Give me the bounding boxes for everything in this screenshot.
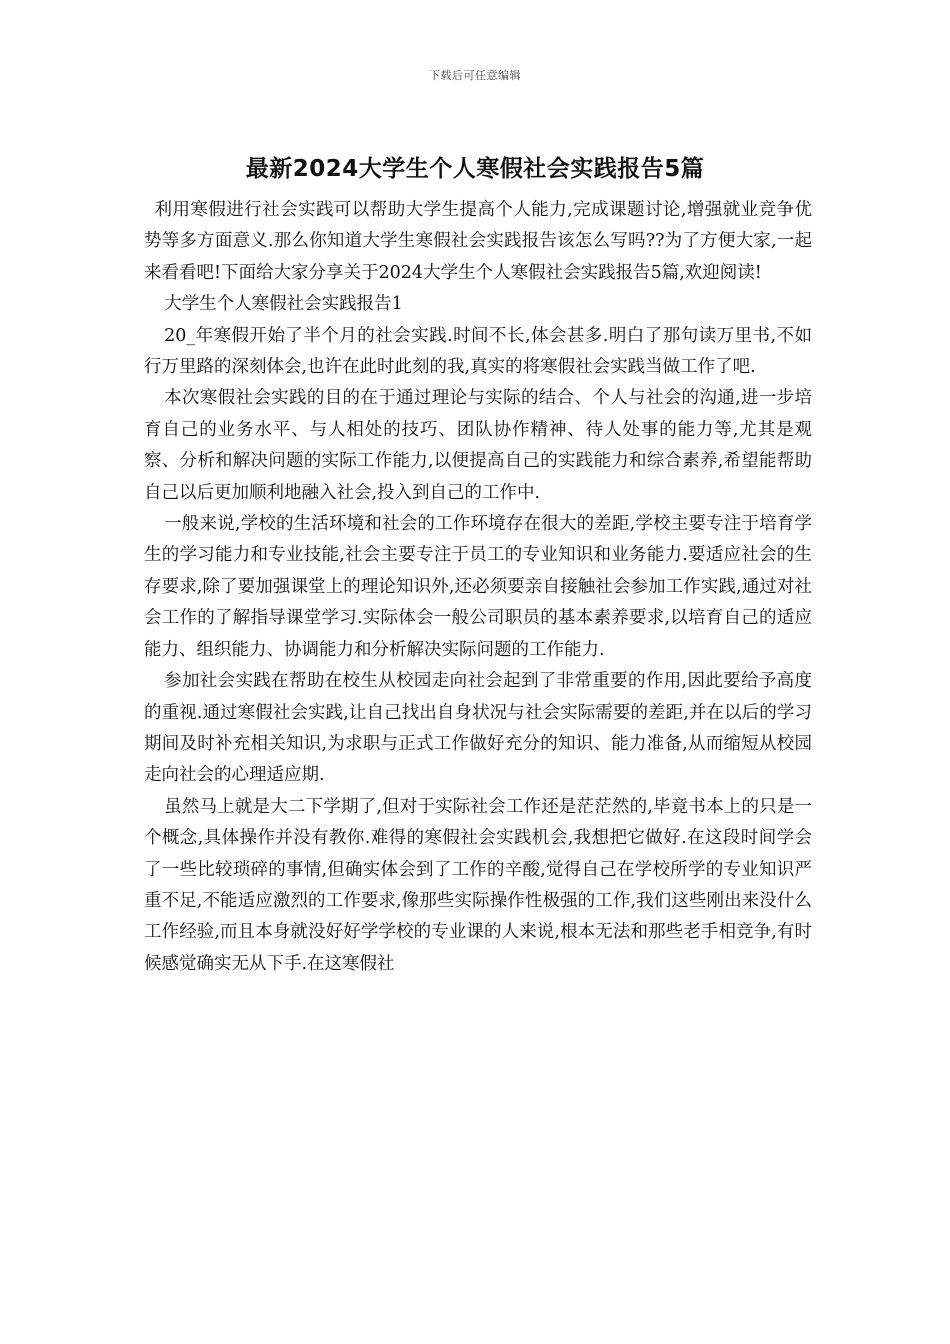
section-heading: 大学生个人寒假社会实践报告1 xyxy=(164,294,403,315)
body-paragraph: 虽然马上就是大二下学期了,但对于实际社会工作还是茫茫然的,毕竟书本上的只是一个概念,具体操作并没有教你.难得的寒假社会实践机会,我想把它做好.在这段时间学会了一些比较琐碎的事情,但确实体会到了工作的辛酸,觉得自己在学校所学的专业知识严重不足,不能适应激烈的工作要求,像那些实际操作性极强的工作,我们这些刚出来没什么工作经验,而且本身就没好好学学校的专业课的人来说,根本无法和那些老手相竞争,有时候感觉确实无从下手.在这寒假社 xyxy=(144,796,812,974)
body-paragraph: 本次寒假社会实践的目的在于通过理论与实际的结合、个人与社会的沟通,进一步培育自己的业务水平、与人相处的技巧、团队协作精神、待人处事的能力等,尤其是观察、分析和解决问题的实际工作能力,以便提高自己的实践能力和综合素养,希望能帮助自己以后更加顺利地融入社会,投入到自己的工作中. xyxy=(144,388,812,503)
document-body xyxy=(144,195,812,980)
body-paragraph: 一般来说,学校的生活环境和社会的工作环境存在很大的差距,学校主要专注于培育学生的学习能力和专业技能,社会主要专注于员工的专业知识和业务能力.要适应社会的生存要求,除了要加强课堂上的理论知识外,还必须要亲自接触社会参加工作实践,通过对社会工作的了解指导课堂学习.实际体会一般公司职员的基本素养要求,以培育自己的适应能力、组织能力、协调能力和分析解决实际问题的工作能力. xyxy=(144,514,812,660)
header-note: 下载后可任意编辑 xyxy=(429,69,521,82)
document-title: 最新2024大学生个人寒假社会实践报告5篇 xyxy=(245,156,705,182)
intro-paragraph: 利用寒假进行社会实践可以帮助大学生提高个人能力,完成课题讨论,增强就业竞争优势等多方面意义.那么你知道大学生寒假社会实践报告该怎么写吗??为了方便大家,一起来看看吧!下面给大家分享关于2024大学生个人寒假社会实践报告5篇,欢迎阅读! xyxy=(144,200,812,283)
body-paragraph: 参加社会实践在帮助在校生从校园走向社会起到了非常重要的作用,因此要给予高度的重视.通过寒假社会实践,让自己找出自身状况与社会实际需要的差距,并在以后的学习期间及时补充相关知识,为求职与正式工作做好充分的知识、能力准备,从而缩短从校园走向社会的心理适应期. xyxy=(144,671,812,786)
body-paragraph: 20_年寒假开始了半个月的社会实践.时间不长,体会甚多.明白了那句读万里书,不如行万里路的深刻体会,也许在此时此刻的我,真实的将寒假社会实践当做工作了吧. xyxy=(144,325,812,378)
